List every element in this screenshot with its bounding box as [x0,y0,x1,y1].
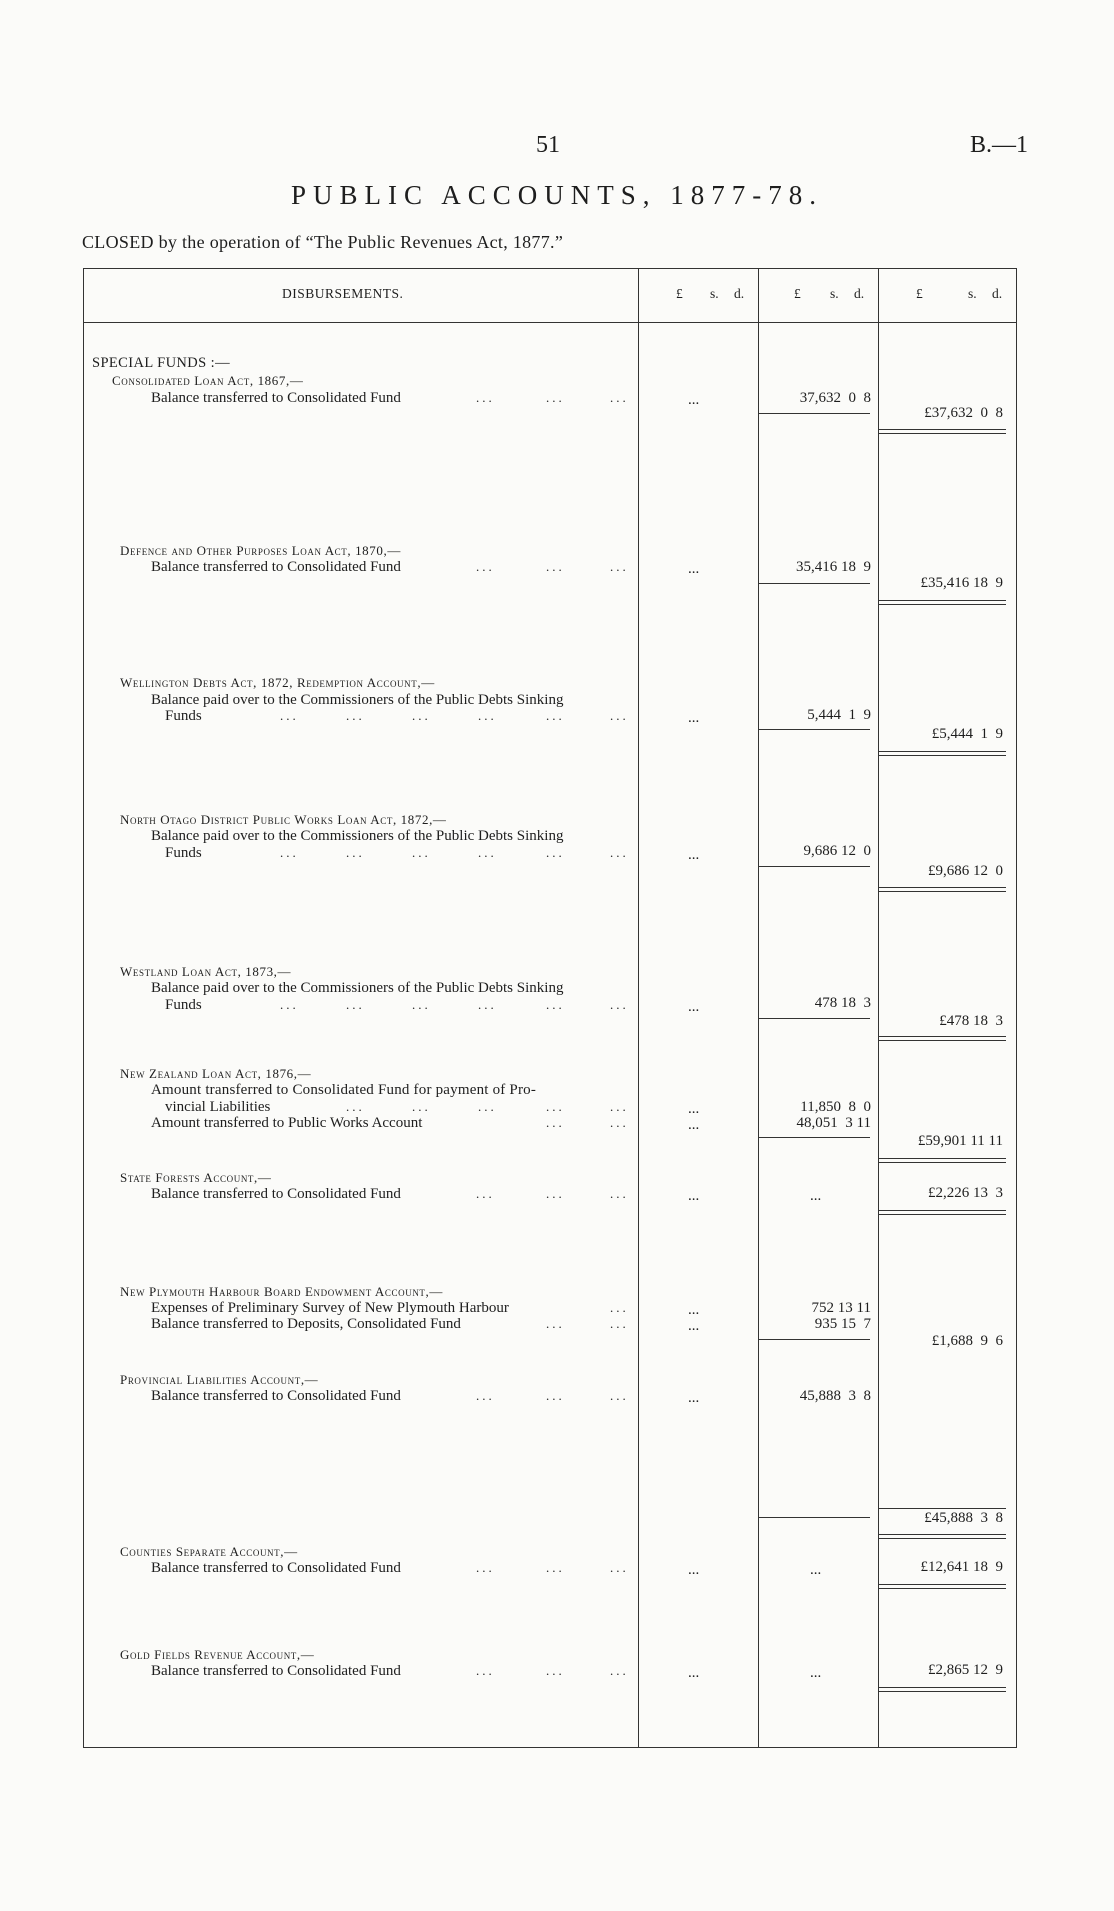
col1-amount: ... [688,1665,700,1681]
col1-amount: ... [688,392,700,408]
col2-amount: 37,632 0 8 [799,390,871,406]
section-heading: North Otago District Public Works Loan Act, 1872,— [120,812,447,827]
entry-description-cont: vincial Liabilities [165,1099,271,1115]
entry-description: Balance transferred to Consolidated Fund [151,390,401,406]
entry-description: Balance paid over to the Commissioners of the Public Debts Sinking [151,692,564,708]
entry-description: Balance transferred to Consolidated Fund [151,1186,401,1202]
entry-description: Amount transferred to Consolidated Fund for payment of Pro- [151,1082,537,1098]
total-rule [878,1538,1006,1539]
col2-amount: 45,888 3 8 [799,1388,871,1404]
leader-dots: ... [546,1388,565,1403]
pence-label: d. [992,286,1003,301]
leader-dots: ... [546,845,565,860]
section-total: £5,444 1 9 [931,726,1003,742]
leader-dots: ... [346,845,365,860]
entry-description-cont: Funds [165,845,202,861]
table-right-border [1016,268,1017,1748]
pound-label: £ [794,286,801,301]
leader-dots: ... [346,708,365,723]
table-bottom-border [83,1747,1016,1748]
col1-amount: ... [688,1390,700,1406]
total-rule [878,429,1006,430]
total-rule [878,751,1006,752]
leader-dots: ... [546,559,565,574]
col2-amount: 5,444 1 9 [807,707,871,723]
leader-dots: ... [476,390,495,405]
section-total: £37,632 0 8 [924,405,1003,421]
pence-label: d. [854,286,865,301]
sum-rule [758,1339,870,1340]
total-rule [878,1162,1006,1163]
col1-amount: ... [688,1101,700,1117]
total-rule [878,1158,1006,1159]
special-funds-heading: SPECIAL FUNDS :— [92,355,230,371]
total-rule [878,1214,1006,1215]
sum-rule [758,1137,870,1138]
table-left-border [83,268,84,1748]
leader-dots: ... [476,1388,495,1403]
section-total: £1,688 9 6 [931,1333,1003,1349]
shillings-label: s. [968,286,977,301]
leader-dots: ... [478,845,497,860]
total-rule [878,433,1006,434]
sum-rule [758,866,870,867]
entry-description: Amount transferred to Public Works Account [151,1115,423,1131]
entry-description: Expenses of Preliminary Survey of New Plymouth Harbour [151,1300,509,1316]
leader-dots: ... [478,708,497,723]
entry-description: Balance transferred to Consolidated Fund [151,1663,401,1679]
total-rule [878,1584,1006,1585]
leader-dots: ... [280,845,299,860]
shillings-label: s. [830,286,839,301]
pence-label: d. [734,286,745,301]
leader-dots: ... [610,1115,629,1130]
leader-dots: ... [546,1316,565,1331]
leader-dots: ... [476,1560,495,1575]
col2-amount: 48,051 3 11 [796,1115,871,1131]
total-rule [878,1588,1006,1589]
sum-rule [758,729,870,730]
section-total: £45,888 3 8 [924,1510,1003,1526]
leader-dots: ... [346,1099,365,1114]
section-total: £9,686 12 0 [928,863,1003,879]
total-rule [878,887,1006,888]
leader-dots: ... [280,708,299,723]
section-total: £2,865 12 9 [928,1662,1003,1678]
total-rule [878,1036,1006,1037]
leader-dots: ... [478,997,497,1012]
entry-description: Balance transferred to Deposits, Consolidated Fund [151,1316,461,1332]
col1-amount: ... [688,1302,700,1318]
leader-dots: ... [546,1115,565,1130]
sum-rule [758,413,870,414]
column-divider-1 [638,268,639,1748]
leader-dots: ... [610,1186,629,1201]
section-heading: Consolidated Loan Act, 1867,— [112,373,304,388]
leader-dots: ... [610,390,629,405]
leader-dots: ... [412,708,431,723]
page-title: PUBLIC ACCOUNTS, 1877-78. [290,180,824,210]
section-heading: Westland Loan Act, 1873,— [120,964,292,979]
total-rule [878,604,1006,605]
section-total: £12,641 18 9 [920,1559,1003,1575]
leader-dots: ... [610,1316,629,1331]
section-total: £478 18 3 [939,1013,1003,1029]
table-header-rule [83,322,1016,323]
disbursements-header: DISBURSEMENTS. [282,286,404,301]
col1-amount: ... [688,710,700,726]
leader-dots: ... [280,997,299,1012]
leader-dots: ... [412,1099,431,1114]
total-rule [878,1687,1006,1688]
leader-dots: ... [610,559,629,574]
leader-dots: ... [546,997,565,1012]
total-rule [878,891,1006,892]
col1-amount: ... [688,847,700,863]
entry-description: Balance transferred to Consolidated Fund [151,1560,401,1576]
section-heading: Provincial Liabilities Account,— [120,1372,319,1387]
column-divider-2 [758,268,759,1748]
col2-amount: 35,416 18 9 [796,559,871,575]
leader-dots: ... [412,997,431,1012]
total-rule [878,1040,1006,1041]
leader-dots: ... [478,1099,497,1114]
shillings-label: s. [710,286,719,301]
col2-amount: ... [810,1665,822,1681]
leader-dots: ... [546,1560,565,1575]
col2-amount: 9,686 12 0 [803,843,871,859]
col2-amount: ... [810,1562,822,1578]
leader-dots: ... [412,845,431,860]
leader-dots: ... [610,708,629,723]
document-reference: B.—1 [970,132,1029,158]
total-rule [878,1508,1006,1509]
section-total: £2,226 13 3 [928,1185,1003,1201]
entry-description: Balance paid over to the Commissioners of the Public Debts Sinking [151,828,564,844]
total-rule [878,1691,1006,1692]
table-top-border [83,268,1016,269]
section-heading: Counties Separate Account,— [120,1544,298,1559]
entry-description: Balance transferred to Consolidated Fund [151,1388,401,1404]
section-heading: Defence and Other Purposes Loan Act, 1870,— [120,543,401,558]
section-heading: State Forests Account,— [120,1170,272,1185]
leader-dots: ... [610,1663,629,1678]
leader-dots: ... [610,1300,629,1315]
total-rule [878,600,1006,601]
leader-dots: ... [546,1099,565,1114]
leader-dots: ... [546,1663,565,1678]
col1-amount: ... [688,999,700,1015]
col2-amount: 935 15 7 [814,1316,871,1332]
col1-amount: ... [688,1318,700,1334]
col2-amount: ... [810,1188,822,1204]
leader-dots: ... [546,708,565,723]
section-heading: New Plymouth Harbour Board Endowment Account,— [120,1284,443,1299]
leader-dots: ... [610,845,629,860]
sum-rule [758,583,870,584]
sum-rule [758,1018,870,1019]
section-total: £35,416 18 9 [920,575,1003,591]
column-divider-3 [878,268,879,1748]
total-rule [878,755,1006,756]
page-subtitle: CLOSED by the operation of “The Public Revenues Act, 1877.” [82,232,564,252]
pound-label: £ [916,286,923,301]
section-heading: Gold Fields Revenue Account,— [120,1647,315,1662]
entry-description-cont: Funds [165,997,202,1013]
entry-description: Balance transferred to Consolidated Fund [151,559,401,575]
page-number: 51 [536,132,560,158]
leader-dots: ... [546,1186,565,1201]
col1-amount: ... [688,1117,700,1133]
pound-label: £ [676,286,683,301]
total-rule [878,1534,1006,1535]
col1-amount: ... [688,1188,700,1204]
col2-amount: 752 13 11 [811,1300,871,1316]
leader-dots: ... [610,997,629,1012]
col1-amount: ... [688,1562,700,1578]
entry-description: Balance paid over to the Commissioners of the Public Debts Sinking [151,980,564,996]
leader-dots: ... [610,1560,629,1575]
leader-dots: ... [476,1186,495,1201]
leader-dots: ... [476,1663,495,1678]
total-rule [878,1210,1006,1211]
leader-dots: ... [346,997,365,1012]
leader-dots: ... [546,390,565,405]
leader-dots: ... [476,559,495,574]
col1-amount: ... [688,561,700,577]
sum-rule [758,1517,870,1518]
entry-description-cont: Funds [165,708,202,724]
section-heading: Wellington Debts Act, 1872, Redemption Account,— [120,675,435,690]
col2-amount: 11,850 8 0 [800,1099,871,1115]
section-total: £59,901 11 11 [917,1133,1003,1149]
leader-dots: ... [610,1099,629,1114]
leader-dots: ... [610,1388,629,1403]
col2-amount: 478 18 3 [814,995,871,1011]
section-heading: New Zealand Loan Act, 1876,— [120,1066,312,1081]
